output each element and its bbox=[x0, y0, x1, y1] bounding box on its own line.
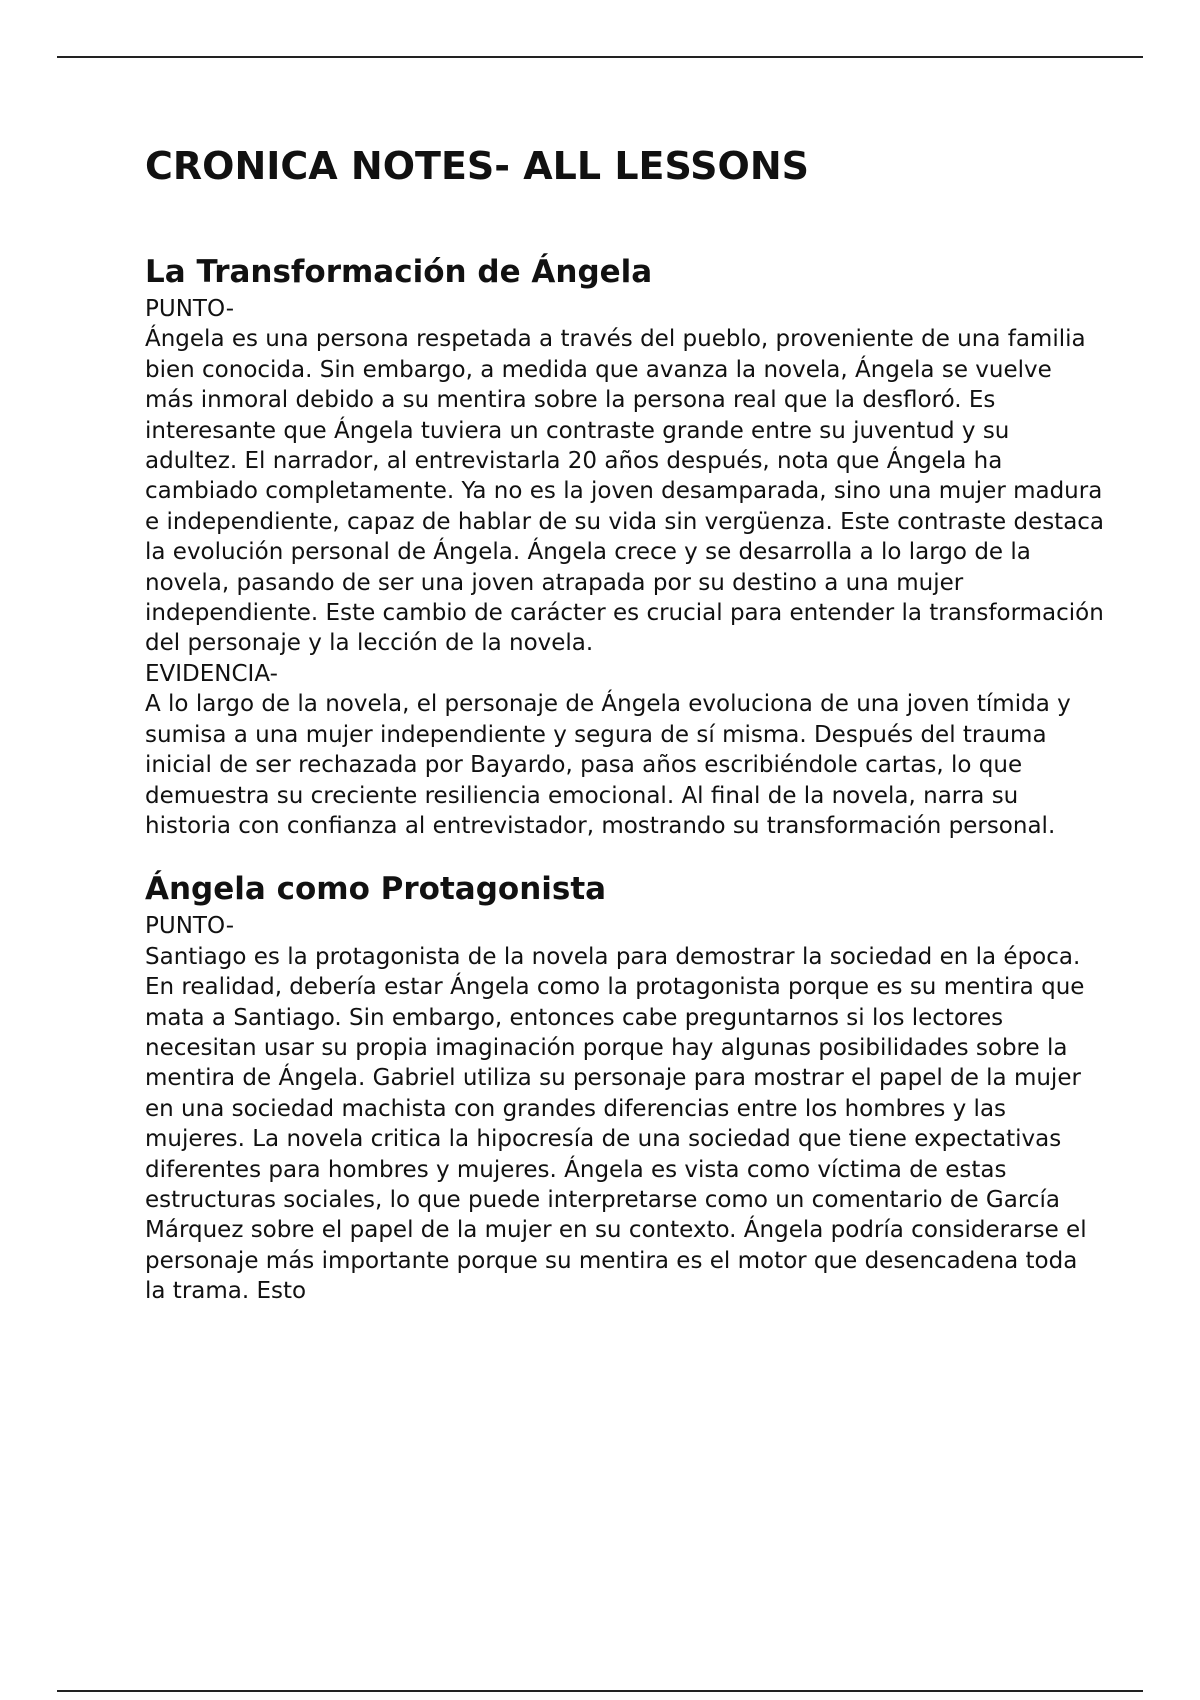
header-rule bbox=[57, 56, 1143, 58]
document-title: CRONICA NOTES- ALL LESSONS bbox=[145, 144, 810, 188]
document-body bbox=[145, 140, 1105, 1335]
section-transformacion bbox=[145, 252, 1105, 841]
section-heading: La Transformación de Ángela bbox=[145, 254, 653, 290]
footer-rule bbox=[57, 1690, 1143, 1692]
section-protagonista bbox=[145, 869, 1105, 1306]
evidencia-paragraph: A lo largo de la novela, el personaje de Ángela evoluciona de una joven tímida y sumisa a una mujer independiente y segura de sí misma. Después del trauma inicial de ser rechazada por Bayardo, pasa años escribiéndole cartas, lo que demuestra su creciente resiliencia emocional. Al final de la novela, narra su historia con confianza al entrevistador, mostrando su transformación personal. bbox=[145, 691, 1071, 839]
evidencia-label: EVIDENCIA- bbox=[145, 660, 278, 687]
punto-label: PUNTO- bbox=[145, 913, 235, 940]
punto-label: PUNTO- bbox=[145, 296, 235, 322]
punto-paragraph: Santiago es la protagonista de la novela para demostrar la sociedad en la época. En realidad, debería estar Ángela como la protagonista porque es su mentira que mata a Santiago. Sin embargo, entonces cabe preguntarnos si los lectores necesitan usar su propia imaginación porque hay algunas posibilidades sobre la mentira de Ángela. Gabriel utiliza su personaje para mostrar el papel de la mujer en una sociedad machista con grandes diferencias entre los hombres y las mujeres. La novela critica la hipocresía de una sociedad que tiene expectativas diferentes para hombres y mujeres. Ángela es vista como víctima de estas estructuras sociales, lo que puede interpretarse como un comentario de García Márquez sobre el papel de la mujer en su contexto. Ángela podría considerarse el personaje más importante porque su mentira es el motor que desencadena toda la trama. Esto bbox=[145, 943, 1087, 1305]
section-heading: Ángela como Protagonista bbox=[145, 871, 607, 908]
punto-paragraph: Ángela es una persona respetada a través del pueblo, proveniente de una familia bien conocida. Sin embargo, a medida que avanza la novela, Ángela se vuelve más inmoral debido a su mentira sobre la persona real que la desfloró. Es interesante que Ángela tuviera un contraste grande entre su juventud y su adultez. El narrador, al entrevistarla 20 años después, nota que Ángela ha cambiado completamente. Ya no es la joven desamparada, sino una mujer madura e independiente, capaz de hablar de su vida sin vergüenza. Este contraste destaca la evolución personal de Ángela. Ángela crece y se desarrolla a lo largo de la novela, pasando de ser una joven atrapada por su destino a una mujer independiente. Este cambio de carácter es crucial para entender la transformación del personaje y la lección de la novela. bbox=[145, 326, 1105, 657]
